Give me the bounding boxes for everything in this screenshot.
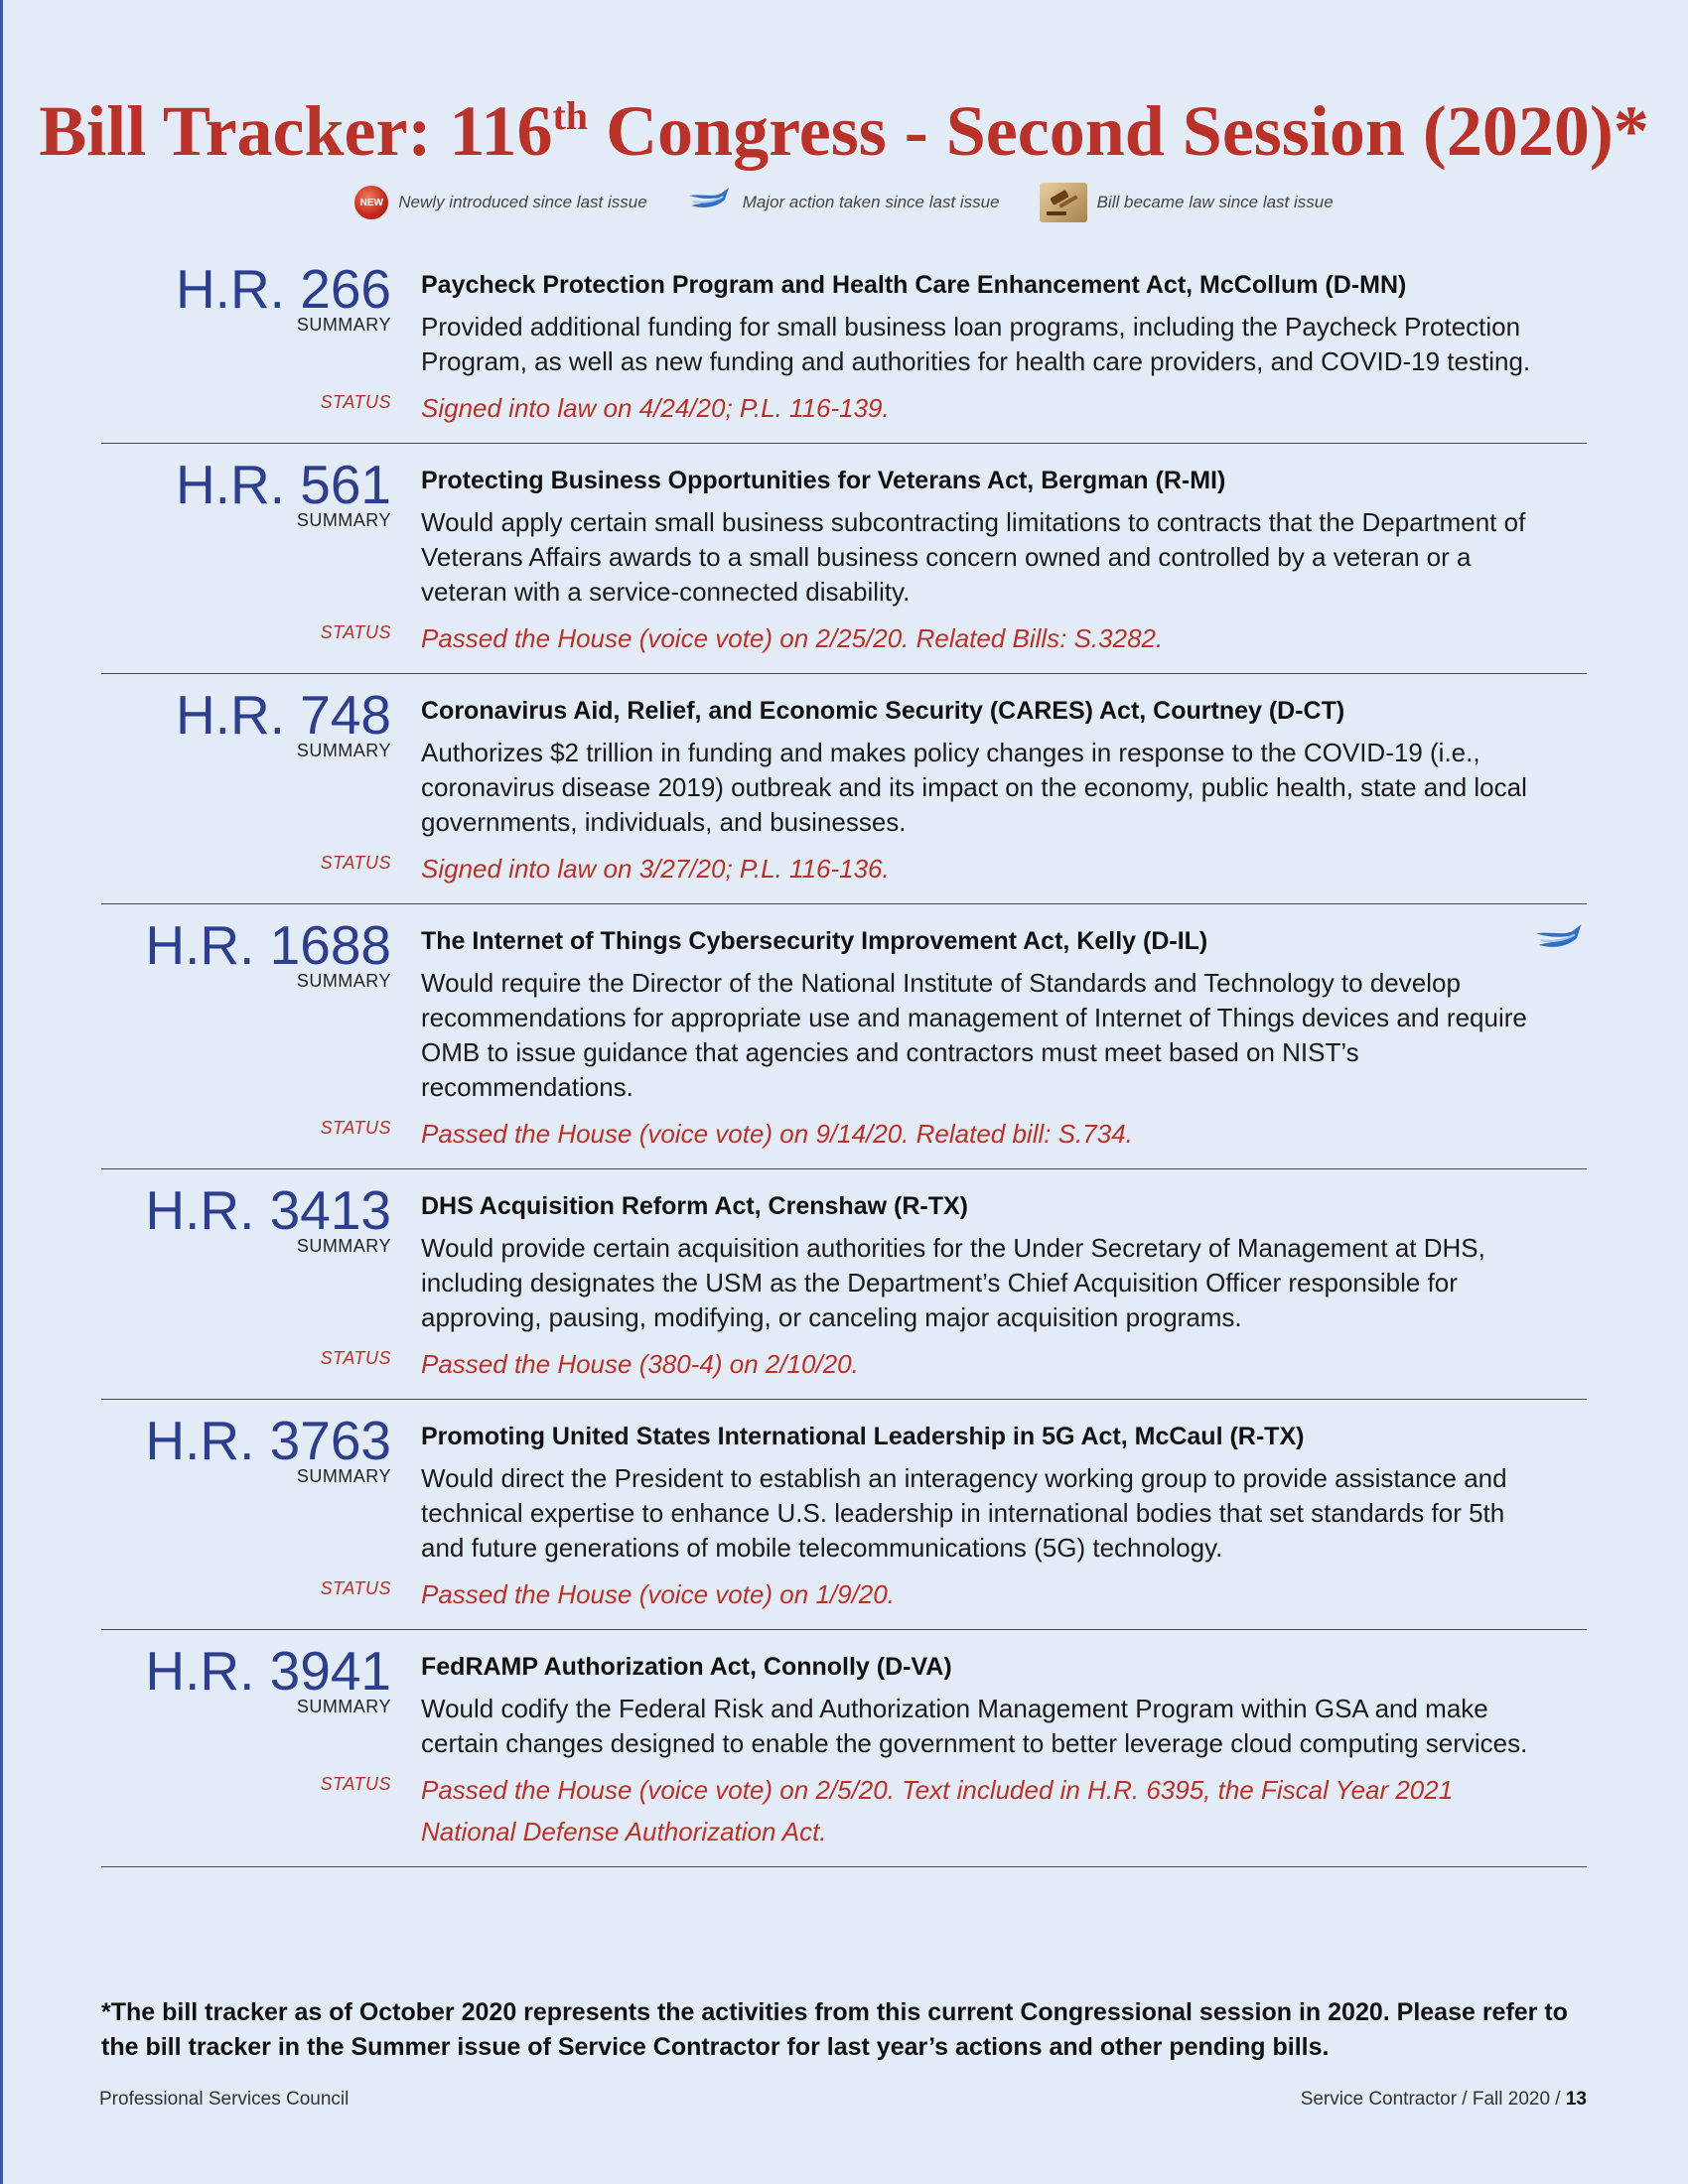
bill-status: Signed into law on 4/24/20; P.L. 116-139.: [421, 393, 890, 423]
bill-entry: [101, 444, 1587, 674]
legend-item-new: [354, 186, 646, 219]
bill-status: Signed into law on 3/27/20; P.L. 116-136.: [421, 854, 890, 884]
status-label: STATUS: [320, 392, 391, 412]
bill-summary: Authorizes $2 trillion in funding and makes policy changes in response to the COVID-19 (i.e., coronavirus disease 2019) outbreak and its impact on the economy, public health, state and local governments, individuals, and businesses.: [421, 738, 1527, 837]
bill-summary: Would codify the Federal Risk and Authorization Management Program within GSA and make certain changes designed to enable the government to better leverage cloud computing services.: [421, 1694, 1528, 1758]
bill-list: [101, 248, 1587, 1867]
bill-number: H.R. 1688: [145, 914, 391, 976]
swoosh-icon: [687, 186, 733, 220]
bill-title: DHS Acquisition Reform Act, Crenshaw (R-TX): [421, 1192, 968, 1220]
status-label: STATUS: [320, 853, 391, 873]
bill-status: Passed the House (voice vote) on 2/25/20. Related Bills: S.3282.: [421, 623, 1164, 653]
footer-publisher: Professional Services Council: [99, 2089, 350, 2110]
legend-label: Major action taken since last issue: [742, 193, 1000, 211]
summary-label: SUMMARY: [296, 510, 391, 530]
title-sup: th: [552, 93, 589, 138]
bill-title: Coronavirus Aid, Relief, and Economic Security (CARES) Act, Courtney (D-CT): [421, 697, 1345, 725]
bill-title: The Internet of Things Cybersecurity Improvement Act, Kelly (D-IL): [421, 927, 1208, 955]
bill-entry: [101, 904, 1587, 1169]
bill-summary: Provided additional funding for small business loan programs, including the Paycheck Protection Program, as well as new funding and authorities for health care providers, and COVID-19 testing.: [421, 312, 1531, 376]
swoosh-icon: [1533, 922, 1587, 961]
bill-entry: [101, 1400, 1587, 1630]
bill-status: Passed the House (voice vote) on 1/9/20.: [421, 1579, 895, 1609]
status-label: STATUS: [320, 1348, 391, 1368]
bill-number: H.R. 3941: [145, 1640, 391, 1702]
bill-entry: [101, 1630, 1587, 1867]
bill-number: H.R. 748: [175, 684, 391, 746]
legend-label: Bill became law since last issue: [1096, 193, 1334, 211]
summary-label: SUMMARY: [296, 1466, 391, 1486]
bill-number: H.R. 3763: [145, 1410, 391, 1471]
legend-item-major-action: [687, 186, 1000, 220]
bill-number: H.R. 266: [175, 258, 391, 320]
footer-issue: [1301, 2089, 1587, 2111]
page-number: 13: [1565, 2089, 1587, 2110]
page-title: [0, 91, 1688, 171]
bill-summary: Would provide certain acquisition authorities for the Under Secretary of Management at DHS, including designates the USM as the Department’s Chief Acquisition Officer responsible for approving, pausing, modifying, or canceling major acquisition programs.: [421, 1233, 1485, 1332]
summary-label: SUMMARY: [296, 315, 391, 335]
title-rest: Congress - Second Session (2020)*: [606, 91, 1649, 171]
bill-title: Promoting United States International Leadership in 5G Act, McCaul (R-TX): [421, 1423, 1305, 1450]
legend: [0, 183, 1688, 222]
summary-label: SUMMARY: [296, 1697, 391, 1716]
bill-number: H.R. 561: [175, 454, 391, 515]
bill-entry: [101, 1169, 1587, 1400]
footnote: *The bill tracker as of October 2020 represents the activities from this current Congressional session in 2020. Please refer to the bill tracker in the Summer issue of Service Contractor for last year’s actions and other pending bills.: [101, 1998, 1568, 2061]
status-label: STATUS: [320, 1774, 391, 1794]
bill-entry: [101, 248, 1587, 444]
legend-label: Newly introduced since last issue: [398, 193, 647, 211]
bill-summary: Would require the Director of the National Institute of Standards and Technology to develop recommendations for appropriate use and management of Internet of Things devices and require OMB to issue guidance that agencies and contractors must meet based on NIST’s recommendations.: [421, 968, 1527, 1102]
status-label: STATUS: [320, 1118, 391, 1138]
new-badge-icon: NEW: [354, 186, 388, 219]
gavel-icon: [1040, 183, 1087, 222]
legend-item-law: [1040, 183, 1334, 222]
title-num: 116: [449, 91, 553, 171]
summary-label: SUMMARY: [296, 971, 391, 991]
footer-issue-label: Service Contractor / Fall 2020 /: [1300, 2089, 1561, 2110]
bill-summary: Would direct the President to establish an interagency working group to provide assistance and technical expertise to enhance U.S. leadership in international bodies that set standards for 5th and future generations of mobile telecommunications (5G) technology.: [421, 1463, 1507, 1563]
bill-summary: Would apply certain small business subcontracting limitations to contracts that the Department of Veterans Affairs awards to a small business concern owned and controlled by a veteran or a veteran with a service-connected disability.: [421, 507, 1526, 607]
bill-title: Paycheck Protection Program and Health Care Enhancement Act, McCollum (D-MN): [421, 271, 1407, 299]
title-bold: Bill Tracker:: [39, 91, 432, 171]
bill-status: Passed the House (380-4) on 2/10/20.: [421, 1349, 859, 1379]
bill-status: Passed the House (voice vote) on 2/5/20. Text included in H.R. 6395, the Fiscal Year 2021 National Defense Authorization Act.: [421, 1775, 1454, 1846]
status-label: STATUS: [320, 1578, 391, 1598]
summary-label: SUMMARY: [296, 1236, 391, 1256]
bill-title: FedRAMP Authorization Act, Connolly (D-VA): [421, 1653, 952, 1681]
bill-title: Protecting Business Opportunities for Veterans Act, Bergman (R-MI): [421, 467, 1226, 494]
bill-entry: [101, 674, 1587, 904]
bill-number: H.R. 3413: [145, 1179, 391, 1241]
status-label: STATUS: [320, 622, 391, 642]
summary-label: SUMMARY: [296, 741, 391, 760]
page-edge-rule: [0, 0, 3, 2184]
bill-status: Passed the House (voice vote) on 9/14/20. Related bill: S.734.: [421, 1119, 1133, 1149]
